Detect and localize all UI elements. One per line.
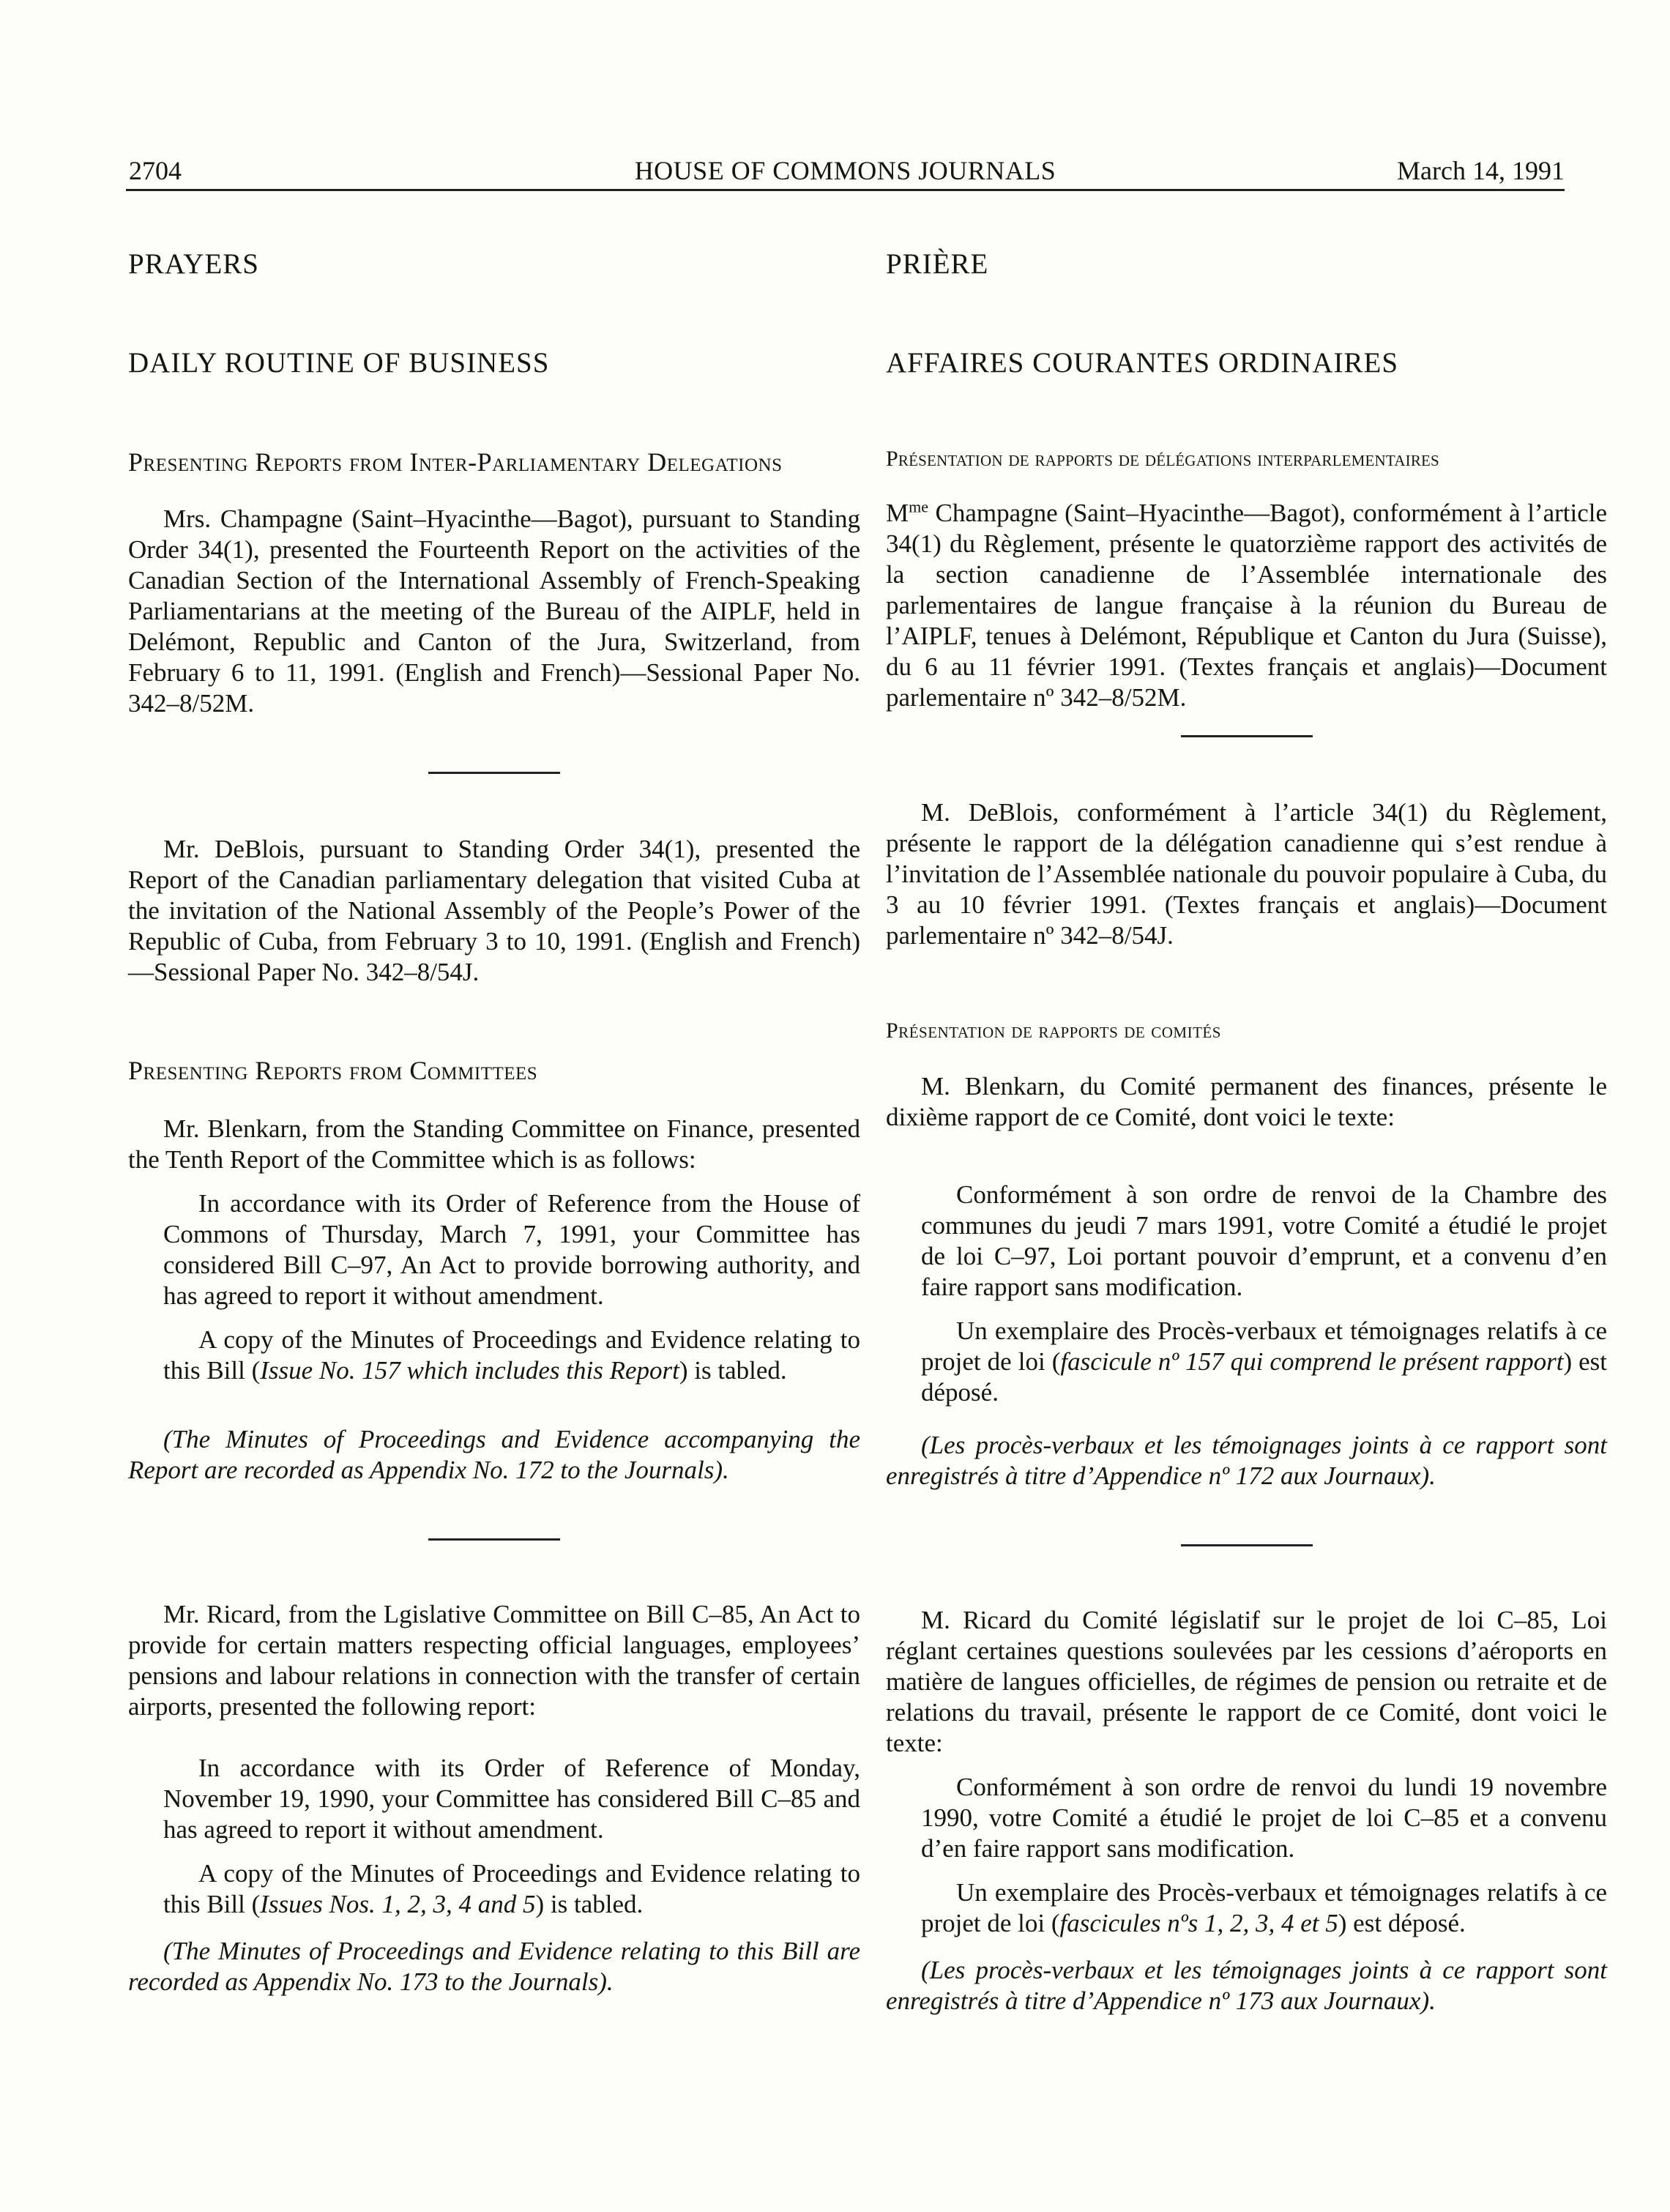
champagne-text-fr: Champagne (Saint–Hyacinthe—Bagot), conformément à l’article 34(1) du Règlement, présente le quatorzième rapport des activités de la section canadienne de l’Assemblée internationale des parlementaires de langue française à la réunion du Bureau de l’AIPLF, tenues à Delémont, République et Canton du Jura (Suisse), du 6 au 11 février 1991. (Textes français et anglais)—Document parlementaire nº 342–8/52M. [886,499,1607,712]
journal-date: March 14, 1991 [1397,156,1565,185]
journal-title: HOUSE OF COMMONS JOURNALS [634,156,1056,185]
ricard-note [128,1936,860,1997]
section-divider [1181,735,1313,737]
ricard-quote-1: In accordance with its Order of Reference of Monday, November 19, 1990, your Committee has considered Bill C–85 and has agreed to report it without amendment. [163,1754,860,1844]
blenkarn-appendix: Appendix No. 172 [369,1456,554,1484]
champagne-paragraph-fr [886,498,1607,713]
blenkarn-issue-ref: Issue No. 157 which includes this Report [260,1356,679,1385]
section-divider [1181,1544,1313,1546]
page-number: 2704 [129,156,182,185]
ricard-quote-2-end: ) is tabled. [535,1890,644,1918]
ricard-appendix: Appendix No. 173 [253,1967,439,1996]
daily-routine-heading: DAILY ROUTINE OF BUSINESS [128,347,550,379]
blenkarn-quote-2-text-fr: Un exemplaire des Procès-verbaux et témoignages relatifs à ce projet de loi ( [921,1317,1607,1376]
ricard-quote-1-fr: Conformément à son ordre de renvoi du lundi 19 novembre 1990, votre Comité a étudié le projet de loi C–85 et a convenu d’en faire rapport sans modification. [921,1773,1607,1863]
affaires-courantes-heading: AFFAIRES COURANTES ORDINAIRES [886,347,1399,379]
blenkarn-note-fr [886,1430,1607,1492]
ricard-quote-2-text-fr: Un exemplaire des Procès-verbaux et témoignages relatifs à ce projet de loi ( [921,1878,1607,1937]
ricard-quote-2-text: A copy of the Minutes of Proceedings and Evidence relating to this Bill ( [163,1859,860,1918]
ricard-note-fr [886,1955,1607,2017]
blenkarn-note-end-fr: aux Journaux). [1274,1461,1436,1490]
blenkarn-issue-ref-fr: fascicule nº 157 qui comprend le présent rapport [1060,1347,1564,1376]
ricard-appendix-fr: Appendice nº 173 [1094,1986,1275,2015]
blenkarn-note [128,1424,860,1486]
blenkarn-intro-fr: M. Blenkarn, du Comité permanent des finances, présente le dixième rapport de ce Comité, dont voici le texte: [886,1072,1607,1131]
blenkarn-quote-1: In accordance with its Order of Reference from the House of Commons of Thursday, March 7, 1991, your Committee has considered Bill C–97, An Act to provide borrowing authority, and has agreed to report it without amendment. [163,1189,860,1310]
ricard-intro: Mr. Ricard, from the Lgislative Committee on Bill C–85, An Act to provide for certain matters respecting official languages, employees’ pensions and labour relations in connection with the transfer of certain airports, presented the following report: [128,1600,860,1721]
ricard-quote-2-fr [921,1877,1607,1939]
blenkarn-intro: Mr. Blenkarn, from the Standing Committee on Finance, presented the Tenth Report of the Committee which is as follows: [128,1114,860,1174]
blenkarn-appendix-fr: Appendice nº 172 [1094,1461,1275,1490]
ricard-note-text-fr: (Les procès-verbaux et les témoignages joints à ce rapport sont enregistrés à titre d’ [886,1956,1607,2015]
blenkarn-quote-2-text: A copy of the Minutes of Proceedings and Evidence relating to this Bill ( [163,1325,860,1385]
committees-heading: Presenting Reports from Committees [128,1056,538,1085]
delegations-heading-fr: Présentation de rapports de délégations interparlementaires [886,447,1439,471]
blenkarn-note-text-fr: (Les procès-verbaux et les témoignages joints à ce rapport sont enregistrés à titre d’ [886,1431,1607,1490]
committees-heading-fr: Présentation de rapports de comités [886,1019,1221,1043]
running-head [126,154,1565,191]
ricard-intro-fr: M. Ricard du Comité législatif sur le projet de loi C–85, Loi réglant certaines questions soulevées par les cessions d’aéroports en matière de langues officielles, de régimes de pension ou retraite et de relations du travail, présente le rapport de ce Comité, dont voici le texte: [886,1606,1607,1757]
champagne-paragraph: Mrs. Champagne (Saint–Hyacinthe—Bagot), pursuant to Standing Order 34(1), presented the Fourteenth Report on the activities of the Canadian Section of the International Assembly of French-Speaking Parliamentarians at the meeting of the Bureau of the AIPLF, held in Delémont, Republic and Canton of the Jura, Switzerland, from February 6 to 11, 1991. (English and French)—Sessional Paper No. 342–8/52M. [128,504,860,718]
blenkarn-note-text: (The Minutes of Proceedings and Evidence accompanying the Report are recorded as [128,1425,860,1484]
section-divider [428,772,560,774]
delegations-heading: Presenting Reports from Inter-Parliamentary Delegations [128,447,783,477]
french-column [886,247,1607,2017]
blenkarn-quote-2-end-fr: ) est déposé. [921,1347,1607,1407]
ricard-issue-ref-fr: fascicules nºs 1, 2, 3, 4 et 5 [1059,1909,1338,1937]
champagne-title-sup-fr: me [909,497,929,516]
priere-heading: PRIÈRE [886,248,989,280]
prayers-heading: PRAYERS [128,248,259,280]
section-divider [428,1538,560,1541]
deblois-paragraph-fr: M. DeBlois, conformément à l’article 34(1) du Règlement, présente le rapport de la délégation canadienne qui s’est rendue à l’invitation de l’Assemblée nationale du pouvoir populaire à Cuba, du 3 au 10 février 1991. (Textes français et anglais)—Document parlementaire nº 342–8/54J. [886,798,1607,950]
champagne-title-fr: M [886,499,909,527]
ricard-issue-ref: Issues Nos. 1, 2, 3, 4 and 5 [260,1890,536,1918]
english-column [128,247,860,1997]
ricard-note-end: to the Journals). [438,1967,614,1996]
ricard-quote-2-end-fr: ) est déposé. [1338,1909,1466,1937]
ricard-note-text: (The Minutes of Proceedings and Evidence relating to this Bill are recorded as [128,1937,860,1996]
ricard-quote-2 [163,1858,860,1920]
blenkarn-quote-2-end: ) is tabled. [679,1356,787,1385]
ricard-note-end-fr: aux Journaux). [1274,1986,1436,2015]
blenkarn-note-end: to the Journals). [553,1456,729,1484]
blenkarn-quote-1-fr: Conformément à son ordre de renvoi de la Chambre des communes du jeudi 7 mars 1991, votre Comité a étudié le projet de loi C–97, Loi portant pouvoir d’emprunt, et a convenu d’en faire rapport sans modification. [921,1180,1607,1301]
blenkarn-quote-2-fr [921,1316,1607,1408]
deblois-paragraph: Mr. DeBlois, pursuant to Standing Order 34(1), presented the Report of the Canadian parliamentary delegation that visited Cuba at the invitation of the National Assembly of the People’s Power of the Republic of Cuba, from February 3 to 10, 1991. (English and French)—Sessional Paper No. 342–8/54J. [128,835,860,986]
blenkarn-quote-2 [163,1325,860,1386]
